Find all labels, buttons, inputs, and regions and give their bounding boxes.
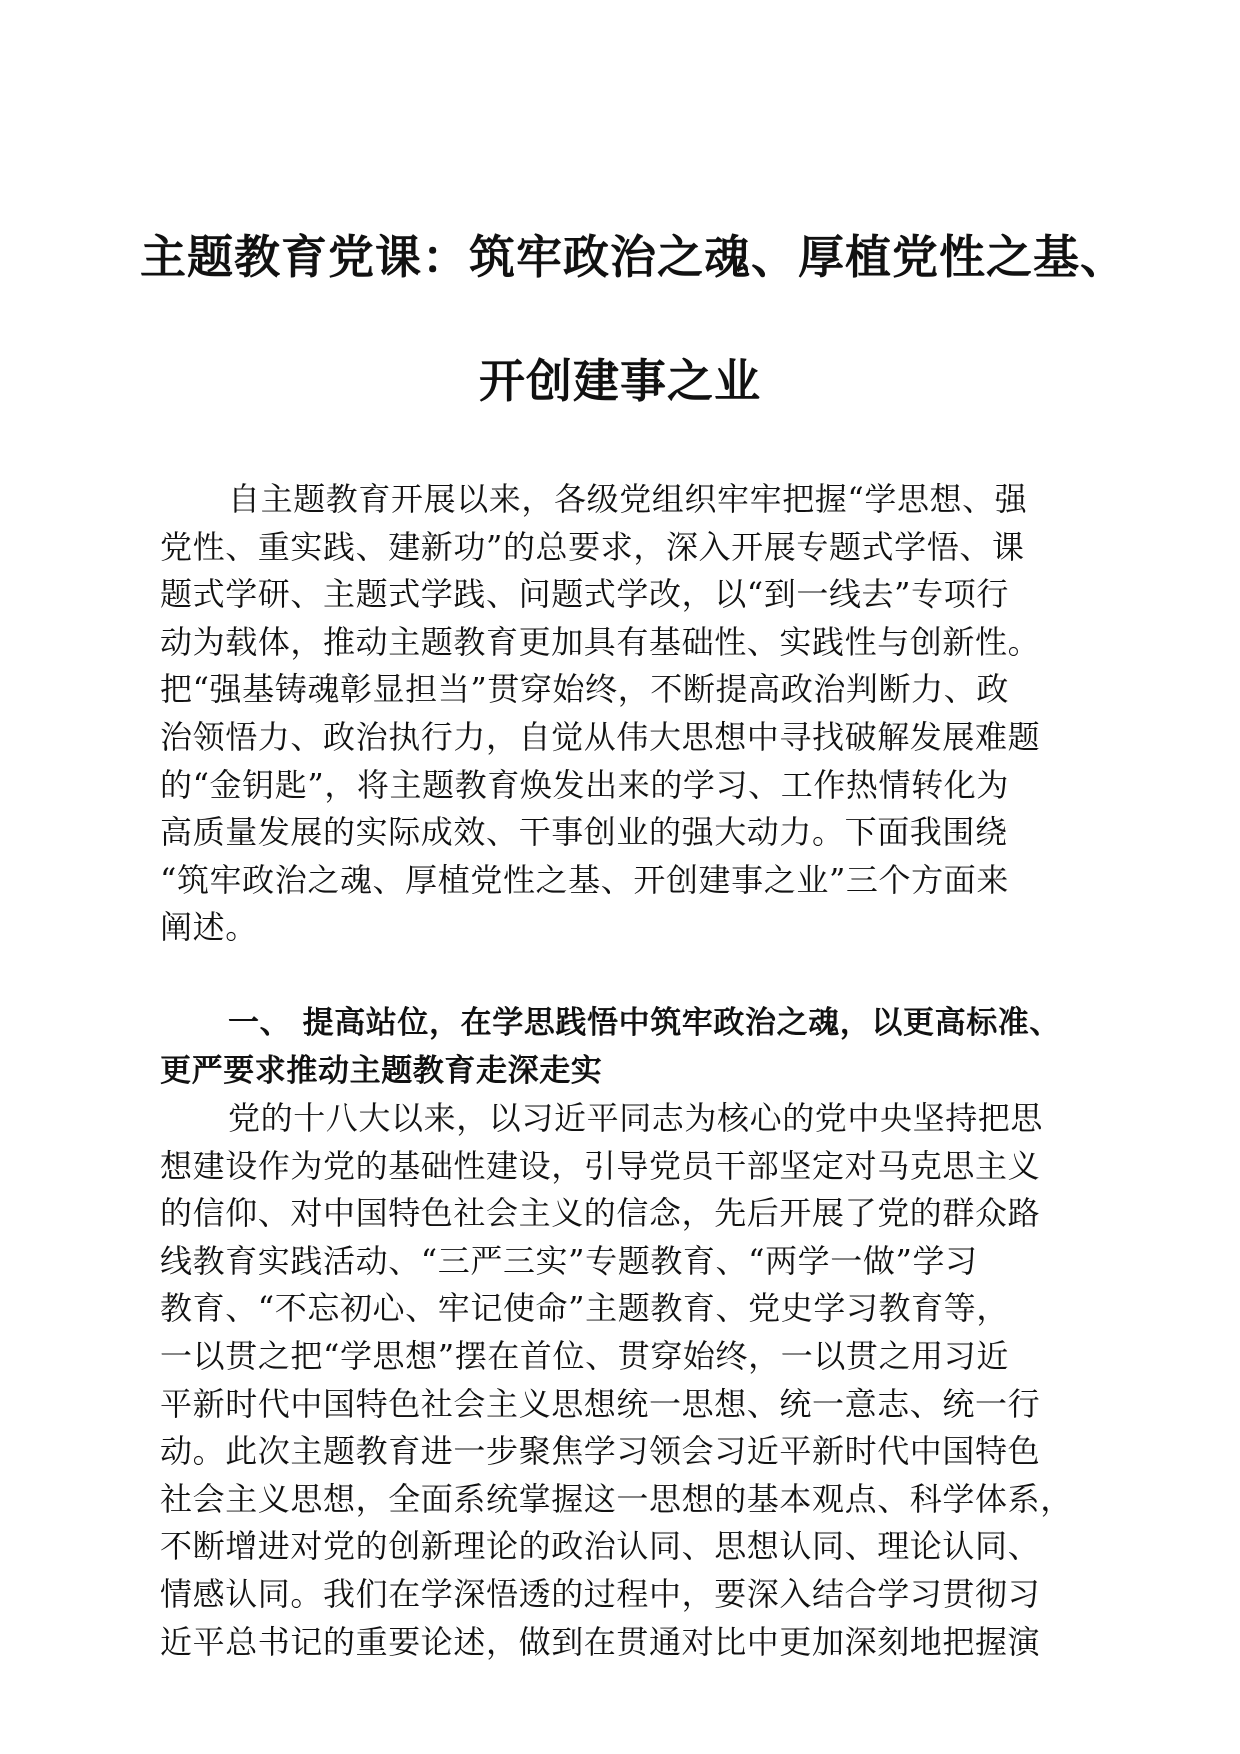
document-title-line-2: 开创建事之业 [479, 354, 761, 408]
paragraph-line: 的信仰、对中国特色社会主义的信念，先后开展了党的群众路 [160, 1194, 1041, 1233]
paragraph-line: 把“强基铸魂彰显担当”贯穿始终，不断提高政治判断力、政 [160, 670, 1009, 709]
paragraph-line: 党的十八大以来，以习近平同志为核心的党中央坚持把思 [228, 1099, 1044, 1137]
paragraph-line: 近平总书记的重要论述，做到在贯通对比中更加深刻地把握演 [160, 1622, 1041, 1661]
paragraph-line: 高质量发展的实际成效、干事创业的强大动力。下面我围绕 [160, 813, 1008, 852]
paragraph-line: 党性、重实践、建新功”的总要求，深入开展专题式学悟、课 [160, 527, 1025, 566]
paragraph-line: 动。此次主题教育进一步聚焦学习领会习近平新时代中国特色 [160, 1432, 1041, 1471]
paragraph-line: 的“金钥匙”，将主题教育焕发出来的学习、工作热情转化为 [160, 765, 1009, 804]
section-heading-1 [160, 1000, 1080, 1095]
paragraph-section-1 [160, 1095, 1080, 1666]
paragraph-line: 自主题教育开展以来，各级党组织牢牢把握“学思想、强 [228, 480, 1028, 518]
paragraph-line: 线教育实践活动、“三严三实”专题教育、“两学一做”学习 [160, 1241, 978, 1280]
heading-line: 更严要求推动主题教育走深走实 [160, 1052, 603, 1089]
paragraph-line: 动为载体，推动主题教育更加具有基础性、实践性与创新性。 [160, 622, 1041, 661]
paragraph-intro [160, 476, 1080, 952]
paragraph-line: 平新时代中国特色社会主义思想统一思想、统一意志、统一行 [160, 1384, 1041, 1423]
paragraph-line: 不断增进对党的创新理论的政治认同、思想认同、理论认同、 [160, 1527, 1041, 1566]
paragraph-line: “筑牢政治之魂、厚植党性之基、开创建事之业”三个方面来 [160, 860, 1009, 899]
paragraph-line: 阐述。 [160, 908, 258, 947]
paragraph-line: 想建设作为党的基础性建设，引导党员干部坚定对马克思主义 [160, 1146, 1041, 1185]
paragraph-line: 教育、“不忘初心、牢记使命”主题教育、党史学习教育等， [160, 1289, 1009, 1328]
paragraph-line: 一以贯之把“学思想”摆在首位、贯穿始终，一以贯之用习近 [160, 1336, 1009, 1375]
paragraph-line: 社会主义思想，全面系统掌握这一思想的基本观点、科学体系， [160, 1479, 1073, 1518]
paragraph-line: 情感认同。我们在学深悟透的过程中，要深入结合学习贯彻习 [160, 1574, 1041, 1613]
paragraph-line: 治领悟力、政治执行力，自觉从伟大思想中寻找破解发展难题 [160, 717, 1041, 756]
paragraph-line: 题式学研、主题式学践、问题式学改，以“到一线去”专项行 [160, 575, 1009, 614]
heading-line: 一、 提高站位，在学思践悟中筑牢政治之魂，以更高标准、 [228, 1005, 1061, 1041]
document-title-line-1: 主题教育党课：筑牢政治之魂、厚植党性之基、 [140, 230, 1127, 284]
